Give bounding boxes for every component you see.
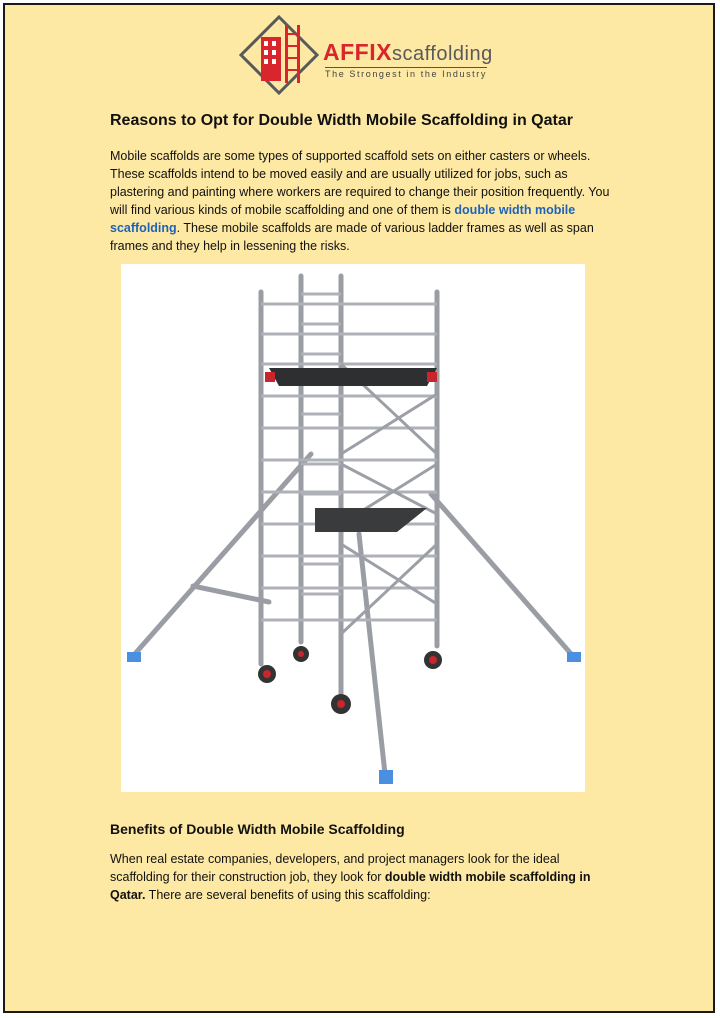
double-width-scaffolding-link[interactable]: double width mobile scaffolding bbox=[110, 203, 576, 235]
brand-name-scaffolding: scaffolding bbox=[391, 43, 493, 65]
brand-name bbox=[323, 39, 493, 66]
scaffold-tower-image bbox=[121, 264, 585, 792]
intro-text-end: . These mobile scaffolds are made of various ladder frames as well as span frames and they help in lessening the risks. bbox=[110, 221, 594, 253]
brand-tagline: The Strongest in the Industry bbox=[325, 69, 487, 79]
brand-logo[interactable] bbox=[237, 15, 497, 99]
intro-paragraph bbox=[110, 147, 615, 255]
article-title: Reasons to Opt for Double Width Mobile Scaffolding in Qatar bbox=[110, 112, 573, 129]
benefits-paragraph bbox=[110, 850, 620, 904]
benefits-bold-text: double width mobile scaffolding in Qatar. bbox=[110, 870, 591, 902]
benefits-text-end: There are several benefits of using this scaffolding: bbox=[145, 888, 431, 902]
intro-text-start: Mobile scaffolds are some types of supported scaffold sets on either casters or wheels. These scaffolds intend to be moved easily and are usually utilized for jobs, such as plastering and painting where workers are required to change their position frequently. You will find various kinds of mobile scaffolding and one of them is bbox=[110, 149, 610, 217]
benefits-text-start: When real estate companies, developers, and project managers look for the ideal scaffolding for their construction job, they look for bbox=[110, 852, 560, 884]
document-page bbox=[3, 3, 715, 1013]
affix-emblem-icon bbox=[237, 15, 327, 99]
brand-name-affix: AFFIX bbox=[323, 39, 392, 65]
benefits-heading: Benefits of Double Width Mobile Scaffolding bbox=[110, 821, 405, 837]
mobile-scaffold-tower-icon bbox=[121, 264, 585, 792]
